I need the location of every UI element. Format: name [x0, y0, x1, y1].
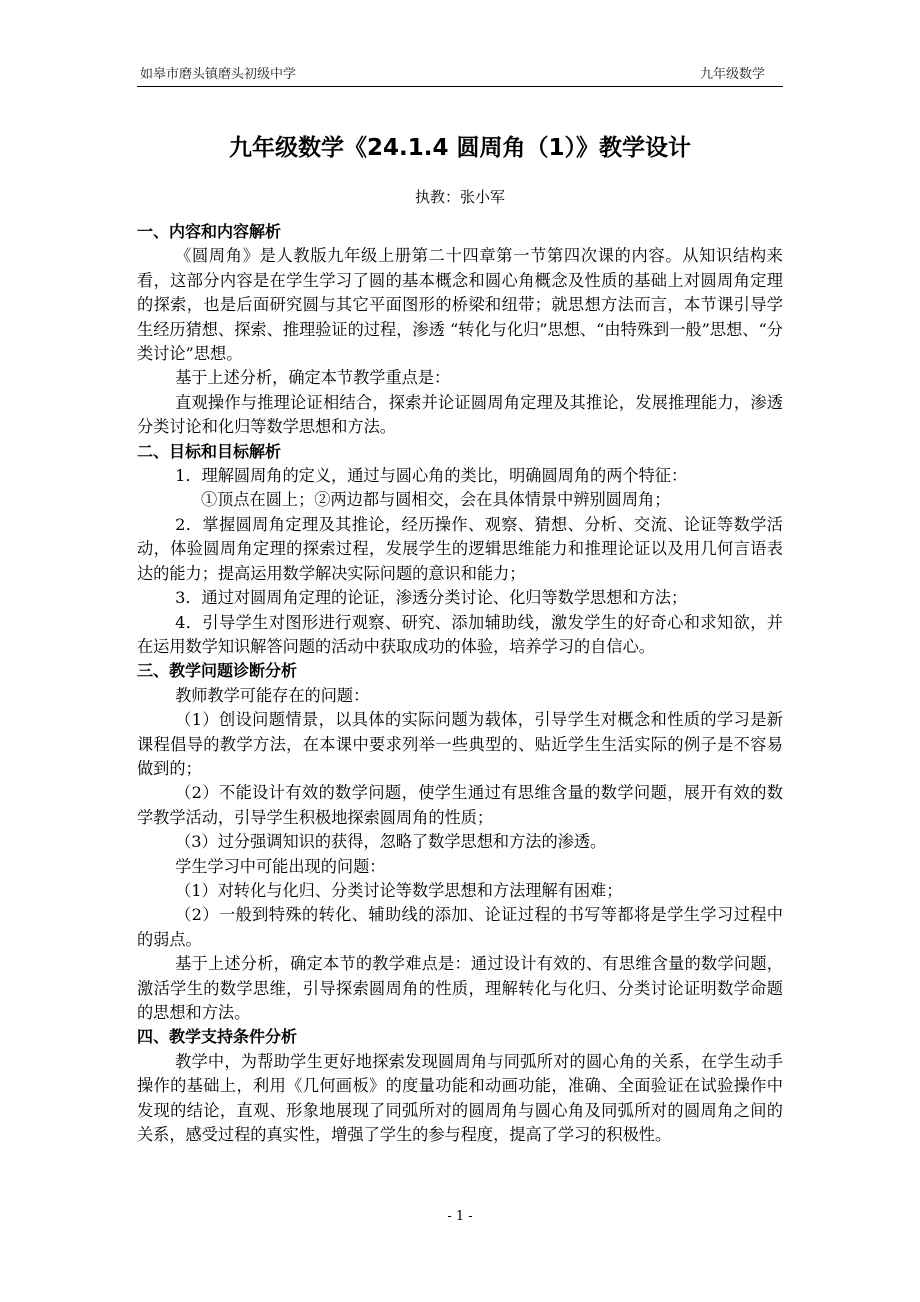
- section-heading-goals-analysis: 二、目标和目标解析: [137, 441, 282, 461]
- list-item: （2）不能设计有效的数学问题，使学生通过有思维含量的数学问题，展开有效的数学教学活动，引导学生积极地探索圆周角的性质；: [137, 783, 783, 827]
- goal-item: 3．通过对圆周角定理的论证，渗透分类讨论、化归等数学思想和方法；: [175, 588, 688, 608]
- list-item: （1）对转化与化归、分类讨论等数学思想和方法理解有困难；: [175, 880, 623, 900]
- paragraph: 基于上述分析，确定本节的教学难点是：通过设计有效的、有思维含量的数学问题，激活学生的数学思维，引导探索圆周角的性质，理解转化与化归、分类讨论证明数学命题的思想和方法。: [137, 954, 783, 1022]
- paragraph: 学生学习中可能出现的问题：: [175, 856, 386, 876]
- paragraph: 基于上述分析，确定本节教学重点是：: [175, 368, 451, 388]
- section-heading-support-conditions: 四、教学支持条件分析: [137, 1027, 298, 1047]
- author-line: 执教：张小军: [414, 188, 505, 206]
- header-divider: [137, 86, 783, 87]
- header-school-name: 如皋市磨头镇磨头初级中学: [140, 67, 297, 82]
- paragraph: 教学中，为帮助学生更好地探索发现圆周角与同弧所对的圆心角的关系，在学生动手操作的基础上，利用《几何画板》的度量功能和动画功能，准确、全面验证在试验操作中发现的结论，直观、形象地展现了同弧所对的圆周角与圆心角及同弧所对的圆周角之间的关系，感受过程的真实性，增强了学生的参与程度，提高了学习的积极性。: [137, 1051, 783, 1145]
- list-item: （1）创设问题情景，以具体的实际问题为载体，引导学生对概念和性质的学习是新课程倡导的教学方法，在本课中要求列举一些典型的、贴近学生生活实际的例子是不容易做到的；: [137, 710, 783, 778]
- document-body: [137, 220, 783, 1147]
- document-title: 九年级数学《24.1.4 圆周角（1）》教学设计: [229, 135, 691, 161]
- section-heading-problem-diagnosis: 三、教学问题诊断分析: [137, 661, 298, 681]
- header-subject: 九年级数学: [699, 67, 765, 82]
- goal-item: 1．理解圆周角的定义，通过与圆心角的类比，明确圆周角的两个特征：: [175, 466, 688, 486]
- section-heading-content-analysis: 一、内容和内容解析: [137, 222, 282, 241]
- paragraph: 直观操作与推理论证相结合，探索并论证圆周角定理及其推论，发展推理能力，渗透分类讨论和化归等数学思想和方法。: [137, 392, 783, 437]
- list-item: （2）一般到特殊的转化、辅助线的添加、论证过程的书写等都将是学生学习过程中的弱点。: [137, 905, 783, 949]
- goal-item-detail: ①顶点在圆上；②两边都与圆相交，会在具体情景中辨别圆周角；: [200, 490, 671, 510]
- page-header: [137, 66, 783, 86]
- paragraph: 《圆周角》是人教版九年级上册第二十四章第一节第四次课的内容。从知识结构来看，这部分内容是在学生学习了圆的基本概念和圆心角概念及性质的基础上对圆周角定理的探索，也是后面研究圆与其它平面图形的桥梁和纽带；就思想方法而言，本节课引导学生经历猜想、探索、推理验证的过程，渗透 “转化与化归”思想、“由特殊到一般”思想、“分类讨论”思想。: [137, 246, 783, 364]
- goal-item: 2．掌握圆周角定理及其推论，经历操作、观察、猜想、分析、交流、论证等数学活动，体验圆周角定理的探索过程，发展学生的逻辑思维能力和推理论证以及用几何言语表达的能力；提高运用数学解决实际问题的意识和能力；: [137, 514, 783, 583]
- goal-item: 4．引导学生对图形进行观察、研究、添加辅助线，激发学生的好奇心和求知欲，并在运用数学知识解答问题的活动中获取成功的体验，培养学习的自信心。: [137, 612, 783, 656]
- page-number: - 1 -: [447, 1209, 473, 1224]
- paragraph: 教师教学可能存在的问题：: [175, 685, 370, 705]
- list-item: （3）过分强调知识的获得，忽略了数学思想和方法的渗透。: [175, 832, 607, 852]
